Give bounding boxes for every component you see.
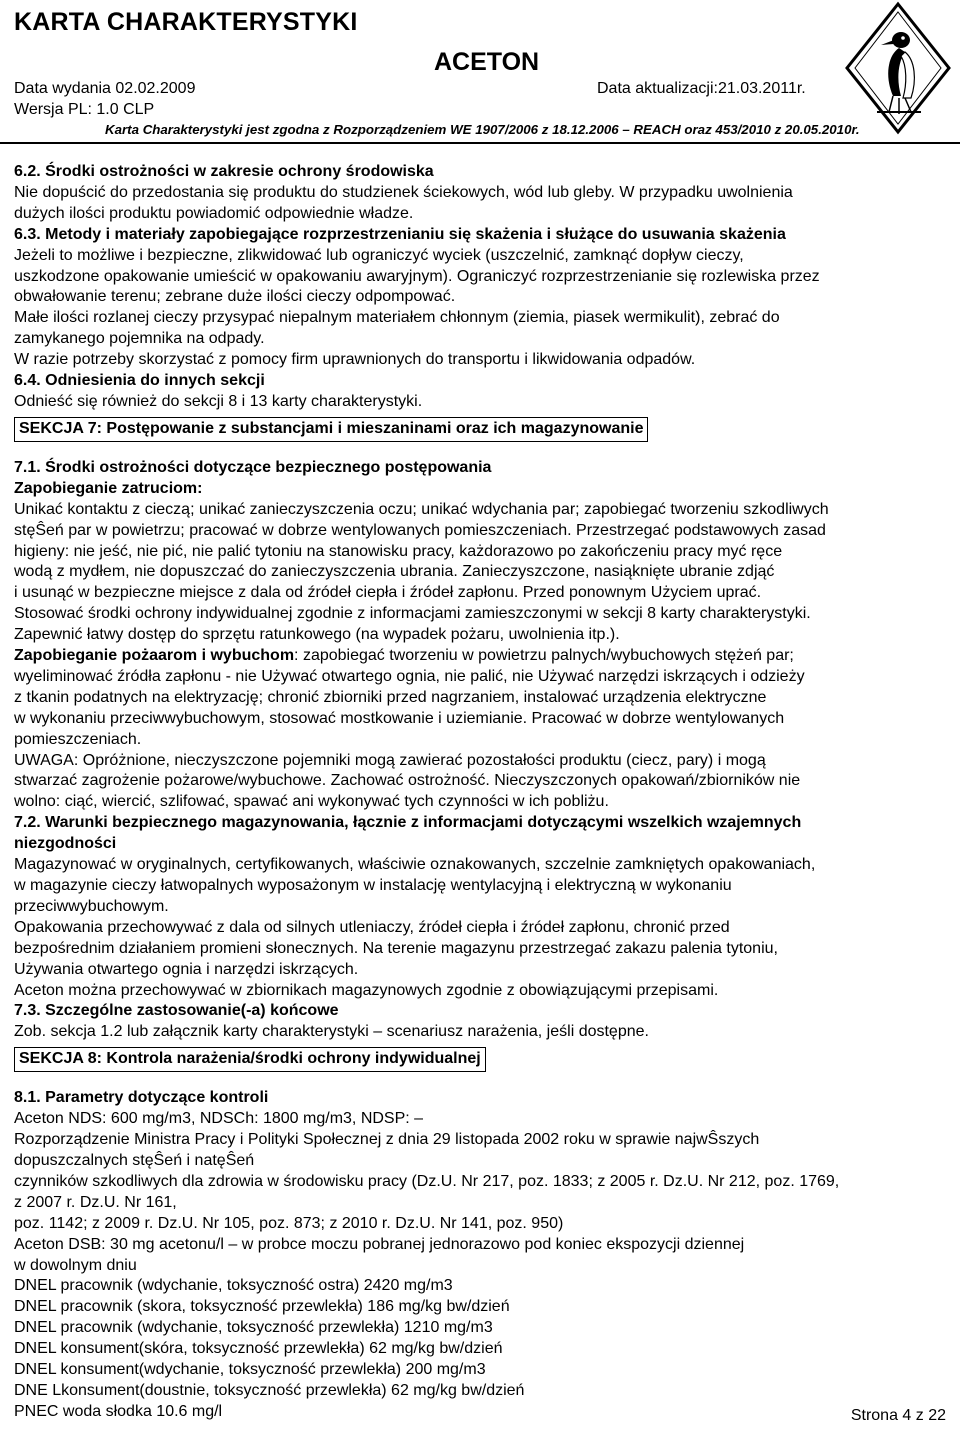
paragraph-line: Rozporządzenie Ministra Pracy i Polityki Społecznej z dnia 29 listopada 2002 roku w sprawie najwŜszych	[14, 1131, 760, 1149]
paragraph-line: Aceton DSB: 30 mg acetonu/l – w probce moczu pobranej jednorazowo pod koniec ekspozycji dziennej	[14, 1235, 745, 1253]
header-divider	[0, 142, 960, 144]
subsection-heading: 7.1. Środki ostrożności dotyczące bezpiecznego postępowania	[14, 458, 492, 476]
section-spacer	[14, 442, 946, 458]
version-label: Wersja PL: 1.0 CLP	[14, 101, 155, 118]
paragraph-line: w dowolnym dniu	[14, 1256, 137, 1274]
paragraph-line: poz. 1142; z 2009 r. Dz.U. Nr 105, poz. 873; z 2010 r. Dz.U. Nr 141, poz. 950)	[14, 1214, 564, 1232]
inline-text: : zapobiegać tworzeniu w powietrzu palnych/wybuchowych stężeń par;	[294, 647, 794, 665]
update-date: Data aktualizacji:21.03.2011r.	[597, 80, 806, 97]
subsection-heading: 6.4. Odniesienia do innych sekcji	[14, 372, 265, 390]
paragraph-line: wolno: ciąć, wiercić, szlifować, spawać ani wykonywać tych czynności w ich pobliżu.	[14, 793, 609, 811]
paragraph-line: DNE Lkonsument(doustnie, toksyczność przewlekła) 62 mg/kg bw/dzień	[14, 1381, 525, 1399]
paragraph-line: dopuszczalnych stęŜeń i natęŜeń	[14, 1151, 255, 1169]
paragraph-line: w wykonaniu przeciwwybuchowym, stosować mostkowanie i uziemianie. Pracować w dobrze wentylowanych	[14, 709, 785, 727]
section-header-row	[14, 1043, 946, 1072]
paragraph-line: i usunąć w bezpieczne miejsce z dala od źródeł ciepła i źródeł zapłonu. Przed ponownym Użyciem uprać.	[14, 584, 762, 602]
section-header: SEKCJA 8: Kontrola narażenia/środki ochrony indywidualnej	[14, 1047, 486, 1072]
paragraph-line: higieny: nie jeść, nie pić, nie palić tytoniu na stanowisku pracy, każdorazowo po zakończeniu pracy myć ręce	[14, 542, 783, 560]
paragraph-line: uszkodzone opakowanie umieścić w opakowaniu awaryjnym). Ograniczyć rozprzestrzenianie się rozlewiska przez	[14, 267, 820, 285]
bird-logo-icon	[841, 0, 955, 136]
subsection-heading: 6.3. Metody i materiały zapobiegające rozprzestrzenianiu się skażenia i służące do usuwania skażenia	[14, 225, 786, 243]
paragraph-line: DNEL pracownik (skora, toksyczność przewlekła) 186 mg/kg bw/dzień	[14, 1298, 510, 1316]
paragraph-line: Używania otwartego ognia i narzędzi iskrzących.	[14, 960, 359, 978]
paragraph-line: UWAGA: Opróżnione, nieczyszczone pojemniki mogą zawierać pozostałości produktu (ciecz, pary) i mogą	[14, 751, 766, 769]
paragraph-line: zamykanego pojemnika na odpady.	[14, 330, 265, 348]
paragraph-line: DNEL pracownik (wdychanie, toksyczność przewlekła) 1210 mg/m3	[14, 1319, 493, 1337]
subsection-heading: niezgodności	[14, 835, 117, 853]
section-header: SEKCJA 7: Postępowanie z substancjami i mieszaninami oraz ich magazynowanie	[14, 417, 648, 442]
subsection-heading: 6.2. Środki ostrożności w zakresie ochrony środowiska	[14, 163, 434, 180]
paragraph-line: Aceton można przechowywać w zbiornikach magazynowych zgodnie z obowiązującymi przepisami.	[14, 981, 719, 999]
page-number: Strona 4 z 22	[850, 1407, 946, 1424]
subsection-heading: 8.1. Parametry dotyczące kontroli	[14, 1089, 269, 1107]
paragraph-line: Aceton NDS: 600 mg/m3, NDSCh: 1800 mg/m3, NDSP: –	[14, 1110, 424, 1128]
paragraph-line: pomieszczeniach.	[14, 730, 142, 748]
paragraph-line: Zapewnić łatwy dostęp do sprzętu ratunkowego (na wypadek pożaru, uwolnienia itp.).	[14, 626, 620, 644]
subsection-heading: 7.2. Warunki bezpiecznego magazynowania, łącznie z informacjami dotyczącymi wszelkich wzajemnych	[14, 814, 802, 832]
paragraph-line: PNEC woda słodka 10.6 mg/l	[14, 1402, 223, 1420]
paragraph-line: Zob. sekcja 1.2 lub załącznik karty charakterystyki – scenariusz narażenia, jeśli dostępne.	[14, 1023, 649, 1041]
paragraph-line	[14, 646, 946, 667]
compliance-note: Karta Charakterystyki jest zgodna z Rozporządzeniem WE 1907/2006 z 18.12.2006 – REACH oraz 453/2010 z 20.05.2010r.	[105, 122, 860, 137]
document-body	[14, 162, 946, 1423]
paragraph-line: z 2007 r. Dz.U. Nr 161,	[14, 1193, 177, 1211]
paragraph-line: Małe ilości rozlanej cieczy przysypać niepalnym materiałem chłonnym (ziemia, piasek wermikulit), zebrać do	[14, 309, 780, 327]
paragraph-line: obwałowanie terenu; zebrane duże ilości cieczy odpompować.	[14, 288, 456, 306]
paragraph-line: Magazynować w oryginalnych, certyfikowanych, właściwie oznakowanych, szczelnie zamkniętych opakowaniach,	[14, 856, 816, 874]
product-name: ACETON	[434, 48, 540, 76]
paragraph-line: dużych ilości produktu powiadomić odpowiednie władze.	[14, 204, 414, 222]
paragraph-line: Opakowania przechowywać z dala od silnych utleniaczy, źródeł ciepła i źródeł zapłonu, chronić przed	[14, 918, 730, 936]
paragraph-line: z tkanin podatnych na elektryzację; chronić zbiorniki przed nagrzaniem, instalować urządzenia elektryczne	[14, 688, 767, 706]
paragraph-line: Jeżeli to możliwe i bezpieczne, zlikwidować lub ograniczyć wyciek (uszczelnić, zamknąć dopływ cieczy,	[14, 246, 744, 264]
paragraph-line: Unikać kontaktu z cieczą; unikać zanieczyszczenia oczu; unikać wdychania par; zapobiegać tworzeniu szkodliwych	[14, 500, 829, 518]
paragraph-line: DNEL pracownik (wdychanie, toksyczność ostra) 2420 mg/m3	[14, 1277, 453, 1295]
paragraph-line: w magazynie cieczy łatwopalnych wyposażonym w instalację wentylacyjną i elektryczną w wykonaniu	[14, 877, 732, 894]
subsection-heading: Zapobieganie zatruciom:	[14, 479, 203, 497]
paragraph-line: bezpośrednim działaniem promieni słonecznych. Na terenie magazynu przestrzegać zakazu palenia tytoniu,	[14, 939, 778, 957]
document-title: KARTA CHARAKTERYSTYKI	[14, 8, 358, 36]
paragraph-line: stęŜeń par w powietrzu; pracować w dobrze wentylowanych pomieszczeniach. Przestrzegać podstawowych zasad	[14, 521, 826, 539]
paragraph-line: Nie dopuścić do przedostania się produktu do studzienek ściekowych, wód lub gleby. W przypadku uwolnienia	[14, 183, 793, 201]
paragraph-line: DNEL konsument(wdychanie, toksyczność przewlekła) 200 mg/m3	[14, 1361, 486, 1379]
paragraph-line: wyeliminować źródła zapłonu - nie Używać otwartego ognia, nie palić, nie Używać narzędzi iskrzących i odzieży	[14, 667, 805, 685]
paragraph-line: W razie potrzeby skorzystać z pomocy firm uprawnionych do transportu i likwidowania odpadów.	[14, 351, 696, 369]
paragraph-line: wodą z mydłem, nie dopuszczać do zanieczyszczenia ubrania. Zanieczyszczone, nasiąknięte ubranie zdjąć	[14, 563, 775, 581]
section-spacer	[14, 1072, 946, 1088]
subsection-heading: 7.3. Szczególne zastosowanie(-a) końcowe	[14, 1002, 339, 1020]
paragraph-line: czynników szkodliwych dla zdrowia w środowisku pracy (Dz.U. Nr 217, poz. 1833; z 2005 r. Dz.U. Nr 212, poz. 1769,	[14, 1172, 840, 1190]
inline-heading: Zapobieganie pożaarom i wybuchom	[14, 647, 295, 665]
paragraph-line: Stosować środki ochrony indywidualnej zgodnie z informacjami zamieszczonymi w sekcji 8 karty charakterystyki.	[14, 605, 811, 623]
section-header-row	[14, 413, 946, 442]
paragraph-line: DNEL konsument(skóra, toksyczność przewlekła) 62 mg/kg bw/dzień	[14, 1340, 503, 1358]
paragraph-line: stwarzać zagrożenie pożarowe/wybuchowe. Zachować ostrożność. Nieczyszczonych opakowań/zbiorników nie	[14, 772, 801, 790]
paragraph-line: przeciwwybuchowym.	[14, 897, 169, 915]
issue-date: Data wydania 02.02.2009	[14, 80, 196, 97]
paragraph-line: Odnieść się również do sekcji 8 i 13 karty charakterystyki.	[14, 392, 423, 410]
